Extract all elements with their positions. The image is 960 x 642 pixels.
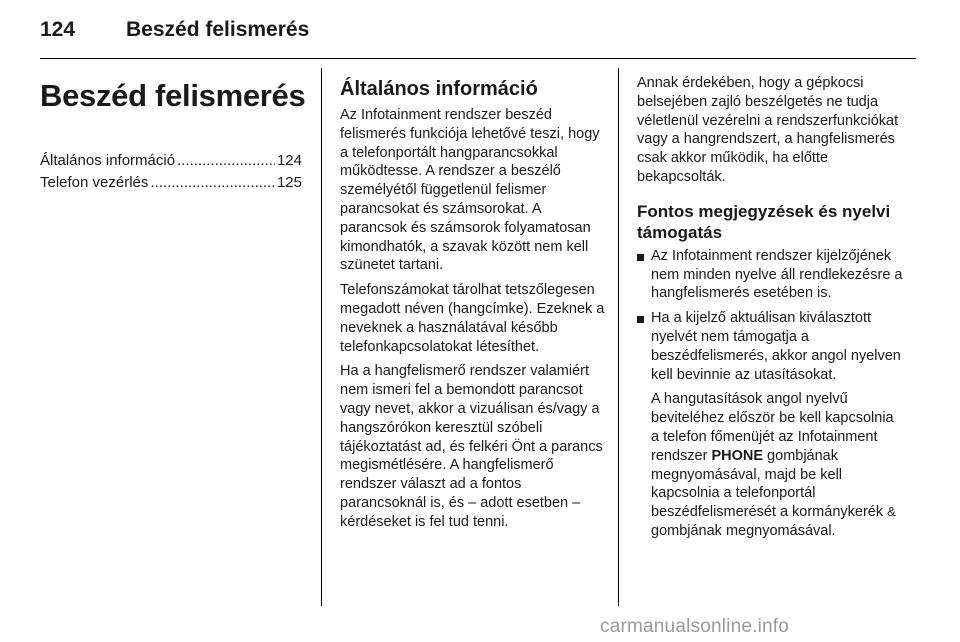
phone-key-label: PHONE [711,447,764,464]
list-item [637,309,905,541]
bullet-text: Ha a kijelző aktuálisan kiválasztott nyelvét nem támogatja a beszédfelismerés, akkor angol nyelven kell bevinnie az utasításokat. [651,310,901,383]
intro-paragraph: Annak érdekében, hogy a gépkocsi belsejében zajló beszélgetés ne tudja véletlenül vezérelni a rendszerfunkciókat vagy a hangrendszert, a hangfelismerés csak akkor működik, ha előtte bekapcsolták. [637,75,899,185]
toc-entry-general[interactable] [40,150,302,172]
continuation-text: gombjának megnyomásával. [651,522,836,539]
page-number: 124 [40,18,76,41]
steering-voice-icon: & [887,504,896,520]
toc-entry-title: Telefon vezérlés [40,174,149,191]
list-item [637,247,905,303]
column-2 [340,66,606,538]
toc-leader [150,172,275,194]
toc-entry-page: 124 [276,152,302,169]
toc-leader [177,150,275,172]
header-rule [40,58,916,59]
column-1 [40,66,306,194]
general-info-heading: Általános információ [340,78,538,100]
toc-entry-page: 125 [276,174,302,191]
bullet-icon [637,316,644,323]
running-title: Beszéd felismerés [126,18,310,41]
general-paragraph-3: Ha a hangfelismerő rendszer valamiért nem ismeri fel a bemondott parancsot vagy nevet, akkor a vizuálisan és/vagy a hangszórókon keresztül szóbeli tájékoztatást ad, és felkéri Önt a parancs megismétlésére. A hangfelismerő rendszer választ ad a fontos parancsoknál is, és – adott esetben – kérdéseket is fel tud tenni. [340,363,603,530]
continuation-text: gombjának megnyomásával, majd be kell kapcsolnia a telefonportál beszédfelismerését a kormánykerék [651,447,888,521]
column-divider-2 [618,68,619,606]
continuation-text: A hangutasítások angol nyelvű beviteléhez először be kell kapcsolnia a telefon főmenüjét az Infotainment rendszer [651,391,894,464]
page-header [40,18,916,54]
column-divider-1 [321,68,322,606]
notes-list [637,247,905,541]
general-paragraph-1: Az Infotainment rendszer beszéd felismerés funkciója lehetővé teszi, hogy a telefonportált hangparancsokkal működtesse. A rendszer a beszélő személyétől függetlenül felismer parancsokat és számsorokat. A parancsok és számsorok folyamatosan kimondhatók, a szavak között nem kell szünetet tartani. [340,107,600,274]
column-3 [637,66,905,547]
notes-heading: Fontos megjegyzések és nyelvi támogatás [637,201,891,242]
bullet-continuation [651,390,905,540]
section-title: Beszéd felismerés [40,78,306,113]
toc-entry-phone-control[interactable] [40,172,302,194]
general-paragraph-2: Telefonszámokat tárolhat tetszőlegesen megadott néven (hangcímke). Ezeknek a neveknek a használatával később telefonkapcsolatokat létesíthet. [340,282,605,355]
bullet-text: Az Infotainment rendszer kijelzőjének nem minden nyelve áll rendlekezésre a hangfelismerés esetében is. [651,247,903,302]
toc-entry-title: Általános információ [40,152,176,169]
bullet-icon [637,254,644,261]
watermark: carmanualsonline.info [600,616,790,637]
